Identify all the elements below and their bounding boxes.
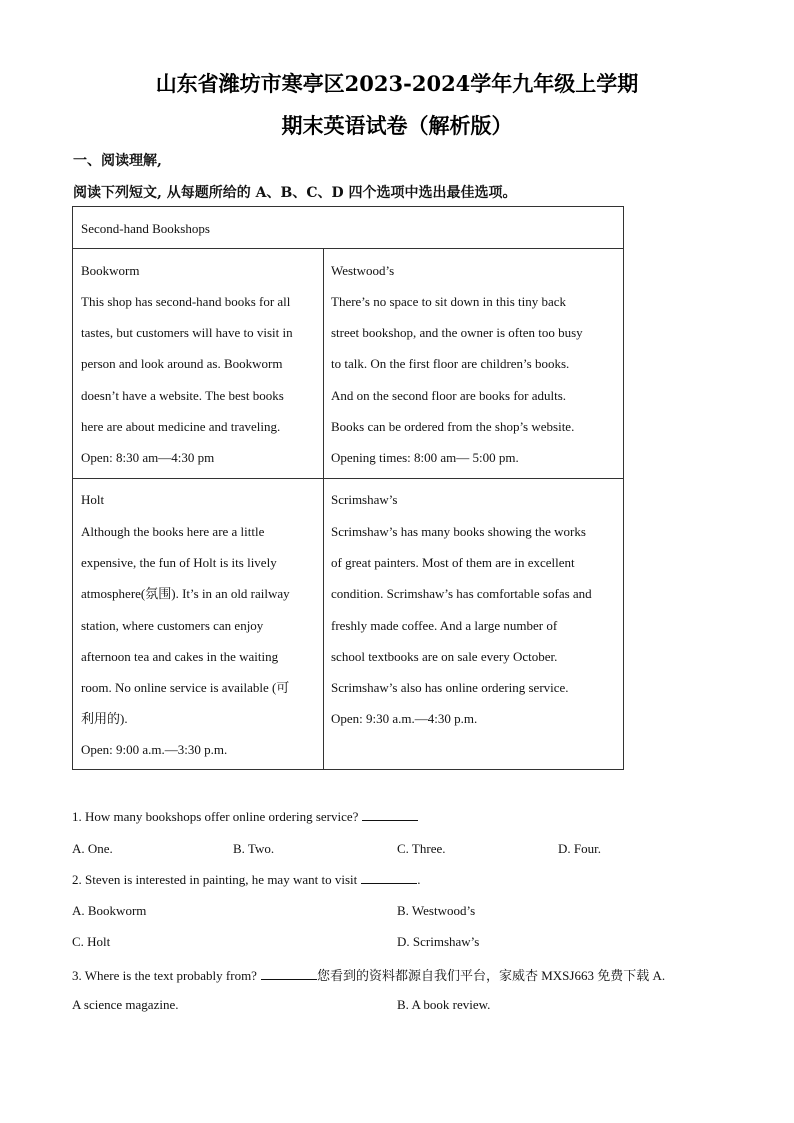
option-a: A. Bookworm xyxy=(72,903,147,918)
question-2 xyxy=(72,872,420,888)
table-divider xyxy=(73,478,623,479)
option-c: C. Three. xyxy=(397,841,446,856)
shop-name: Scrimshaw’s xyxy=(331,492,398,507)
table-divider xyxy=(323,248,324,769)
shop-description: There’s no space to sit down in this tiny back street bookshop, and the owner is often too busy to talk. On the first floor are children’s books. And on the second floor are books for adults. Books can be ordered from the shop’s website. Opening times: 8:00 am— 5:00 pm. xyxy=(331,294,583,466)
question-text: 2. Steven is interested in painting, he may want to visit xyxy=(72,872,358,887)
option-d: D. Scrimshaw’s xyxy=(397,934,480,949)
option-a: A. One. xyxy=(72,841,113,856)
answer-blank xyxy=(362,810,418,821)
option-b: B. Westwood’s xyxy=(397,903,476,918)
table-header: Second-hand Bookshops xyxy=(81,221,210,236)
bookshops-table xyxy=(72,206,624,770)
document-title-line2: 期末英语试卷（解析版） xyxy=(281,113,513,138)
table-divider xyxy=(73,248,623,249)
shop-description: This shop has second-hand books for all tastes, but customers will have to visit in person and look around as. Bookworm doesn’t have a website. The best books here are about medicine and traveling. Open: 8:30 am—4:30 pm xyxy=(81,294,293,466)
answer-blank xyxy=(261,969,317,980)
shop-name: Holt xyxy=(81,492,105,507)
option-d: D. Four. xyxy=(558,841,601,856)
question-suffix: . xyxy=(417,872,421,887)
answer-blank xyxy=(361,873,417,884)
option-a: A science magazine. xyxy=(72,997,179,1012)
question-text: 1. How many bookshops offer online ordering service? xyxy=(72,809,359,824)
section-instruction: 阅读下列短文, 从每题所给的 A、B、C、D 四个选项中选出最佳选项。 xyxy=(73,185,517,201)
option-b: B. A book review. xyxy=(397,997,491,1012)
shop-description: Although the books here are a little expensive, the fun of Holt is its lively atmosphere(氛围). It’s in an old railway station, where customers can enjoy afternoon tea and cakes in the waiting room. No online service is available (可 利用的). Open: 9:00 a.m.—3:30 p.m. xyxy=(81,524,290,758)
shop-name: Bookworm xyxy=(81,263,140,278)
section-heading: 一、阅读理解, xyxy=(73,153,162,169)
option-c: C. Holt xyxy=(72,934,111,949)
question-1 xyxy=(72,809,418,825)
question-3 xyxy=(72,965,665,984)
question-suffix: 您看到的资料都源自我们平台，家威杏 MXSJ663 免费下载 A. xyxy=(316,968,666,983)
shop-description: Scrimshaw’s has many books showing the works of great painters. Most of them are in excellent condition. Scrimshaw’s has comfortable sofas and freshly made coffee. And a large number of school textbooks are on sale every October. Scrimshaw’s also has online ordering service. Open: 9:30 a.m.—4:30 p.m. xyxy=(331,524,592,727)
option-b: B. Two. xyxy=(233,841,275,856)
document-title-line1: 山东省潍坊市寒亭区2023-2024学年九年级上学期 xyxy=(155,71,639,96)
shop-name: Westwood’s xyxy=(331,263,395,278)
question-text: 3. Where is the text probably from? xyxy=(72,968,257,983)
